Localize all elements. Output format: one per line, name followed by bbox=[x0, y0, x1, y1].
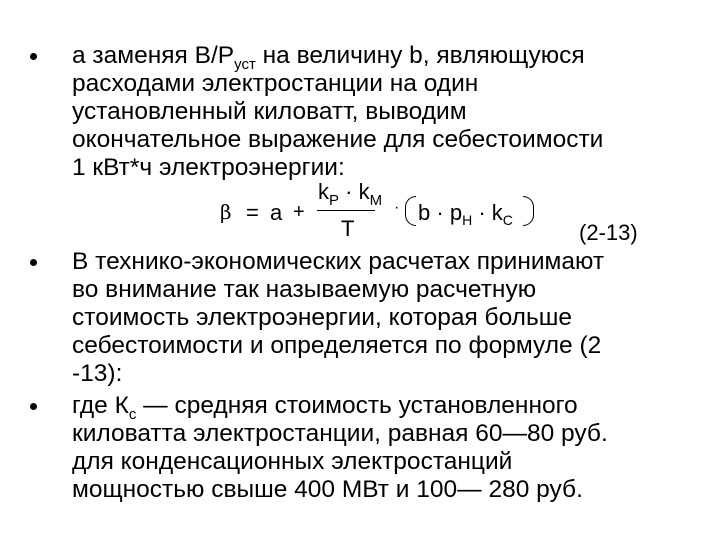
text-line: а заменяя $B/P_{уст}$ на величину b, являющуюся bbox=[72, 42, 585, 73]
text-line: расходами электростанции на один bbox=[72, 70, 479, 97]
formula-a: a bbox=[270, 200, 283, 225]
formula-plus: + bbox=[293, 201, 305, 223]
fraction-bar bbox=[317, 210, 375, 211]
text-line: себестоимости и определяется по формуле (2 bbox=[72, 332, 602, 359]
formula-parenthesized: $b \cdot p_H \cdot k_C$ bbox=[418, 200, 513, 228]
formula-numerator: $k_P \cdot k_M$ bbox=[318, 179, 383, 209]
left-paren bbox=[405, 196, 416, 226]
text-line: для конденсационных электростанций bbox=[72, 448, 513, 475]
text-line: В технико-экономических расчетах принимают bbox=[72, 248, 605, 275]
text-line: -13): bbox=[72, 360, 123, 387]
text-line: киловатта электростанции, равная 60—80 руб. bbox=[72, 420, 608, 447]
formula-denominator: T bbox=[341, 216, 355, 241]
bullet-marker bbox=[30, 259, 37, 266]
formula-number: (2-13) bbox=[579, 220, 638, 245]
bullet-marker bbox=[30, 403, 37, 410]
right-paren bbox=[523, 196, 534, 226]
formula-equals: = bbox=[246, 200, 259, 225]
text-line: установленный киловатт, выводим bbox=[72, 98, 467, 125]
text-line: где $К_с$ — средняя стоимость установленного bbox=[72, 392, 578, 423]
text-line: окончательное выражение для себестоимости bbox=[72, 126, 604, 153]
formula-beta: β bbox=[220, 200, 232, 224]
text-line: 1 кВт*ч электроэнергии: bbox=[72, 154, 345, 181]
text-line: во внимание так называемую расчетную bbox=[72, 276, 537, 303]
text-line: стоимость электроэнергии, которая больше bbox=[72, 304, 573, 331]
formula-dot: · bbox=[394, 199, 400, 216]
text-line: мощностью свыше 400 МВт и 100— 280 руб. bbox=[72, 476, 583, 503]
